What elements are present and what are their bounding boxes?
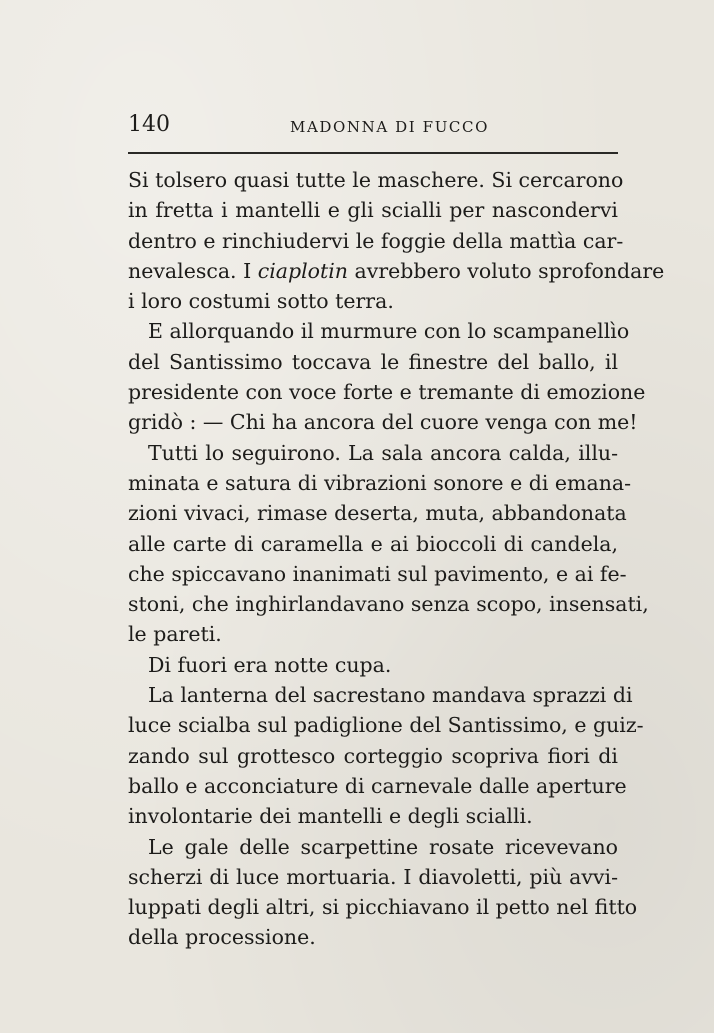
text-segment: avrebbero voluto sprofondare <box>354 258 665 283</box>
italic-term: ciaplotin <box>257 258 348 283</box>
running-title: MADONNA DI FUCCO <box>290 118 489 136</box>
text-line: dentro e rinchiudervi le foggie della mattìa car- <box>128 228 624 253</box>
text-line-mixed <box>128 256 665 286</box>
text-line: stoni, che inghirlandavano senza scopo, insensati, <box>128 592 649 617</box>
text-line: zando sul grottesco corteggio scopriva fiori di <box>128 743 618 768</box>
text-line: Tutti lo seguirono. La sala ancora calda, illu- <box>148 440 618 465</box>
text-line: Si tolsero quasi tutte le maschere. Si cercarono <box>128 168 624 192</box>
page-number: 140 <box>128 112 170 137</box>
text-line: presidente con voce forte e tremante di emozione <box>128 380 646 405</box>
text-line: scherzi di luce mortuaria. I diavoletti, più avvi- <box>128 864 618 889</box>
text-line: luce scialba sul padiglione del Santissimo, e guiz- <box>128 713 644 738</box>
text-line: involontarie dei mantelli e degli scialli. <box>128 804 533 829</box>
text-line: Di fuori era notte cupa. <box>148 652 392 677</box>
text-line: del Santissimo toccava le finestre del ballo, il <box>128 349 618 374</box>
text-line: minata e satura di vibrazioni sonore e di emana- <box>128 470 632 495</box>
text-line: Le gale delle scarpettine rosate ricevevano <box>148 834 618 859</box>
text-line: alle carte di caramella e ai bioccoli di candela, <box>128 531 618 556</box>
text-line: zioni vivaci, rimase deserta, muta, abbandonata <box>128 501 627 526</box>
text-line: luppati degli altri, si picchiavano il petto nel fitto <box>128 895 638 920</box>
text-line: gridò : — Chi ha ancora del cuore venga con me! <box>128 410 638 435</box>
text-line: La lanterna del sacrestano mandava sprazzi di <box>148 683 633 708</box>
text-line: ballo e acconciature di carnevale dalle aperture <box>128 773 627 798</box>
text-line: i loro costumi sotto terra. <box>128 289 394 314</box>
text-line: E allorquando il murmure con lo scampanellìo <box>148 319 630 344</box>
text-segment: nevalesca. I <box>128 258 252 283</box>
header-rule <box>128 152 618 154</box>
text-line: le pareti. <box>128 622 222 647</box>
text-line: della processione. <box>128 925 316 950</box>
page-header <box>128 112 618 144</box>
text-line: che spiccavano inanimati sul pavimento, e ai fe- <box>128 561 627 586</box>
body-text <box>128 165 665 953</box>
text-line: in fretta i mantelli e gli scialli per nascondervi <box>128 198 618 223</box>
